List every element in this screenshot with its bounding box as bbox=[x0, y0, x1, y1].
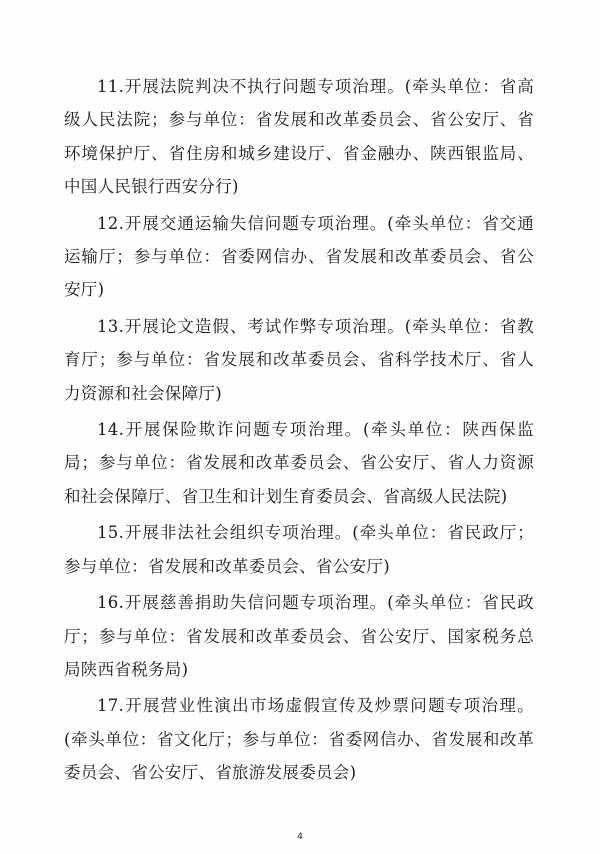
paragraph-item-11: 11.开展法院判决不执行问题专项治理。(牵头单位：省高级人民法院；参与单位：省发展和改革委员会、省公安厅、省环境保护厅、省住房和城乡建设厅、省金融办、陕西银监局、中国人民银行西安分行) bbox=[64, 77, 534, 197]
paragraph-item-16: 16.开展慈善捐助失信问题专项治理。(牵头单位：省民政厅；参与单位：省发展和改革委员会、省公安厅、国家税务总局陕西省税务局) bbox=[64, 593, 534, 679]
paragraph-item-12: 12.开展交通运输失信问题专项治理。(牵头单位：省交通运输厅；参与单位：省委网信办、省发展和改革委员会、省公安厅) bbox=[64, 213, 534, 300]
paragraph-item-14: 14.开展保险欺诈问题专项治理。(牵头单位：陕西保监局；参与单位：省发展和改革委员会、省公安厅、省人力资源和社会保障厅、省卫生和计划生育委员会、省高级人民法院) bbox=[64, 420, 534, 506]
paragraph-item-15: 15.开展非法社会组织专项治理。(牵头单位：省民政厅；参与单位：省发展和改革委员会、省公安厅) bbox=[64, 523, 534, 576]
paragraph-item-13: 13.开展论文造假、考试作弊专项治理。(牵头单位：省教育厅；参与单位：省发展和改革委员会、省科学技术厅、省人力资源和社会保障厅) bbox=[64, 316, 534, 403]
paragraph-item-17: 17.开展营业性演出市场虚假宣传及炒票问题专项治理。(牵头单位：省文化厅；参与单位：省委网信办、省发展和改革委员会、省公安厅、省旅游发展委员会) bbox=[64, 696, 534, 783]
page-number: 4 bbox=[297, 832, 303, 842]
document-body bbox=[64, 70, 534, 793]
